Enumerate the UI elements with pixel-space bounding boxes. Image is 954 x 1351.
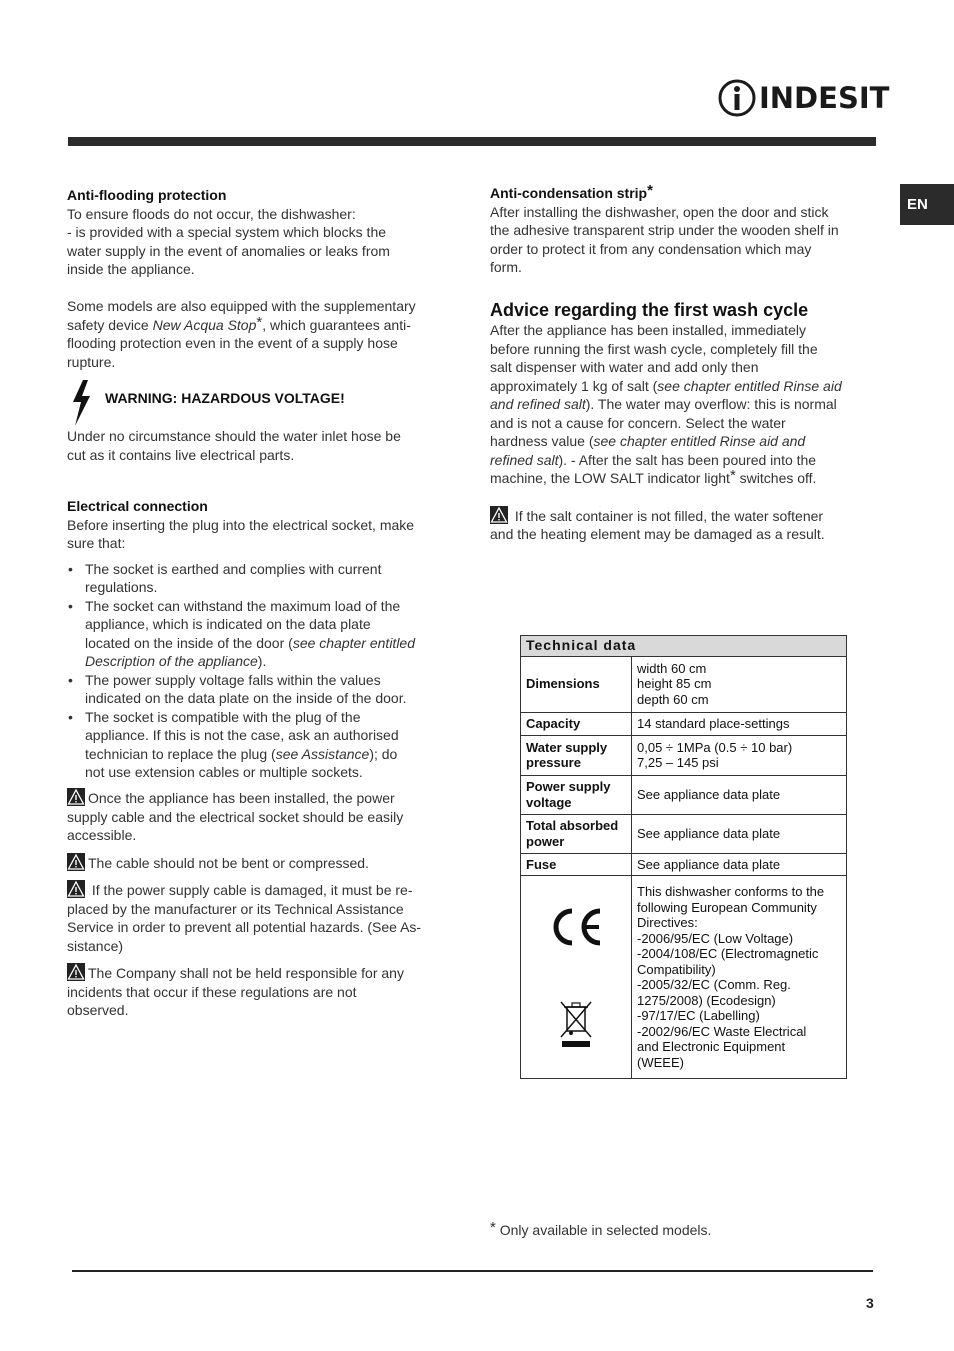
text: sistance): [67, 937, 124, 954]
text: observed.: [67, 1002, 129, 1018]
warning-triangle-icon: [67, 788, 85, 806]
anti-flood-line: water supply in the event of anomalies or leaks from: [67, 242, 390, 259]
text: If the salt container is not filled, the water softener: [511, 507, 824, 524]
text: The cable should not be bent or compressed.: [88, 854, 369, 871]
compliance-icons: [521, 876, 632, 1079]
list-item: [67, 708, 457, 782]
footnote-text: Only available in selected models.: [495, 1222, 712, 1238]
anti-flood-line: flooding protection even in the event of a supply hose: [67, 335, 398, 351]
footer-rule: [72, 1270, 873, 1272]
text: 1275/2008) (Ecodesign): [637, 992, 776, 1008]
warning-block: [105, 389, 445, 408]
list-item: [67, 671, 457, 708]
text: height 85 cm: [637, 676, 712, 692]
tech-value: See appliance data plate: [632, 775, 847, 814]
warning-text: [67, 427, 457, 464]
table-row: [521, 876, 847, 1079]
indesit-logo-icon: [717, 78, 757, 118]
text: Service in order to prevent all potential hazards. (See As-: [67, 919, 422, 935]
text: The socket is compatible with the plug of the: [85, 708, 361, 725]
text: The power supply voltage falls within the values: [85, 671, 381, 688]
advice-section: [490, 299, 880, 544]
electrical-list: [67, 560, 457, 782]
text: incidents that occur if these regulations are not: [67, 983, 357, 1000]
notes: [67, 788, 459, 1020]
text: refined salt: [490, 451, 559, 468]
text: Compatibility): [637, 961, 716, 977]
table-row: [521, 814, 847, 853]
text: -97/17/EC (Labelling): [637, 1008, 760, 1023]
warning-triangle-icon: [490, 506, 508, 524]
text: [490, 469, 880, 488]
asterisk: *: [256, 313, 263, 331]
text: placed by the manufacturer or its Technical Assistance: [67, 900, 404, 917]
footnote: [490, 1219, 712, 1238]
tech-value: 14 standard place-settings: [632, 712, 847, 735]
table-row: [521, 735, 847, 775]
directives-cell: [632, 876, 847, 1079]
note: [67, 963, 459, 983]
text: hardness value (: [490, 433, 594, 449]
tech-value: See appliance data plate: [632, 814, 847, 853]
text: see chapter entitled: [292, 634, 416, 651]
asterisk: *: [729, 467, 736, 484]
text: salt dispenser with water and add only then: [490, 359, 759, 375]
brand-name: INDESIT: [759, 81, 890, 115]
text: [490, 432, 880, 451]
text: ). - After the salt has been poured into the: [558, 451, 817, 468]
text: Directives:: [637, 915, 698, 930]
tech-key: Total absorbed power: [521, 814, 632, 853]
anti-flood-line: rupture.: [67, 353, 116, 370]
text: 0,05 ÷ 1MPa (0.5 ÷ 10 bar): [637, 739, 793, 755]
text: -2002/96/EC Waste Electrical: [637, 1023, 807, 1039]
text: regulations.: [85, 579, 158, 595]
electrical-title: Electrical connection: [67, 498, 208, 514]
text: The socket is earthed and complies with current: [85, 560, 382, 577]
text: indicated on the data plate on the inside of the door.: [85, 690, 407, 706]
text: The Company shall not be held responsible for any: [88, 965, 404, 981]
list-item: [67, 560, 457, 597]
asterisk: *: [647, 182, 653, 199]
warning-triangle-icon: [67, 880, 85, 898]
anti-flood-line: Some models are also equipped with the supplementary: [67, 298, 416, 314]
tech-key: Dimensions: [521, 656, 632, 712]
text: appliance. If this is not the case, ask an authorised: [85, 727, 399, 743]
text: see chapter entitled Rinse aid: [657, 377, 842, 394]
text: [490, 395, 880, 414]
tech-key: Water supply pressure: [521, 735, 632, 775]
tech-header: Technical data: [521, 636, 847, 657]
text: safety device: [67, 316, 153, 333]
text: and the heating element may be damaged as a result.: [490, 526, 825, 542]
left-column: [67, 186, 457, 371]
text: Anti-condensation strip: [490, 185, 648, 201]
text: accessible.: [67, 827, 137, 843]
text: and Electronic Equipment: [637, 1039, 786, 1054]
text: form.: [490, 259, 522, 275]
text: the adhesive transparent strip under the wooden shelf in: [490, 222, 839, 238]
text: Description of the appliance: [85, 653, 258, 669]
text: The socket can withstand the maximum load of the: [85, 597, 401, 614]
tech-value: [632, 656, 847, 712]
acqua-stop: New Acqua Stop: [152, 316, 257, 333]
text: [490, 451, 880, 470]
text: 7,25 – 145 psi: [637, 755, 719, 770]
electrical-intro: Before inserting the plug into the electrical socket, make: [67, 516, 415, 533]
language-tab: EN: [900, 184, 954, 225]
text: [490, 377, 880, 396]
text: and is not a cause for concern. Select the water: [490, 414, 786, 431]
right-column: [490, 184, 880, 277]
text: see chapter entitled Rinse aid and: [593, 433, 806, 449]
indesit-logo: [717, 78, 890, 118]
tech-table: [520, 635, 847, 1079]
ce-mark-icon: [546, 905, 606, 949]
page-number: 3: [866, 1295, 874, 1311]
technical-data-table: [520, 635, 847, 1079]
warning-line: Under no circumstance should the water inlet hose be: [67, 428, 401, 444]
lightning-icon: [70, 380, 92, 426]
asterisk: *: [490, 1219, 496, 1236]
table-row: [521, 712, 847, 735]
text: order to protect it from any condensation which may: [490, 240, 812, 257]
text: ).: [257, 653, 267, 669]
note: [67, 788, 459, 808]
weee-bin-icon: [558, 999, 594, 1049]
list-item: [67, 597, 457, 671]
tech-key: Power supply voltage: [521, 775, 632, 814]
text: following European Community: [637, 899, 817, 915]
text: -2006/95/EC (Low Voltage): [637, 930, 794, 946]
electrical-intro: sure that:: [67, 535, 126, 551]
header-bar: [68, 137, 876, 146]
text: approximately 1 kg of salt (: [490, 377, 658, 394]
text: before running the first wash cycle, completely fill the: [490, 340, 818, 357]
warning-line: cut as it contains live electrical parts.: [67, 446, 295, 463]
text: If the power supply cable is damaged, it must be re-: [88, 882, 413, 898]
text: -2004/108/EC (Electromagnetic: [637, 946, 819, 961]
table-row: [521, 656, 847, 712]
electrical-section: [67, 497, 457, 782]
text: -2005/32/EC (Comm. Reg.: [637, 977, 791, 992]
anti-flood-line: - is provided with a special system which blocks the: [67, 224, 387, 240]
salt-note: [490, 506, 880, 526]
tech-key: Capacity: [521, 712, 632, 735]
note: [67, 853, 459, 873]
text: technician to replace the plug (: [85, 745, 276, 762]
text: appliance, which is indicated on the data plate: [85, 616, 371, 632]
text: This dishwasher conforms to the: [637, 884, 825, 899]
warning-triangle-icon: [67, 963, 85, 981]
text: width 60 cm: [637, 660, 707, 676]
text: ); do: [369, 745, 398, 762]
anti-flood-line: To ensure floods do not occur, the dishwasher:: [67, 205, 356, 222]
text: After installing the dishwasher, open the door and stick: [490, 203, 829, 220]
text: , which guarantees anti-: [262, 316, 411, 333]
tech-value: [632, 735, 847, 775]
warning-title: WARNING: HAZARDOUS VOLTAGE!: [105, 390, 345, 406]
text: After the appliance has been installed, immediately: [490, 322, 806, 338]
tech-value: See appliance data plate: [632, 853, 847, 876]
advice-title: Advice regarding the first wash cycle: [490, 300, 809, 320]
anti-flood-line: [67, 313, 457, 335]
text: and refined salt: [490, 396, 586, 412]
anti-flood-line: inside the appliance.: [67, 261, 195, 277]
text: switches off.: [735, 470, 817, 486]
text: Once the appliance has been installed, the power: [88, 790, 395, 806]
text: not use extension cables or multiple sockets.: [85, 764, 363, 780]
anti-flood-title: Anti-flooding protection: [67, 187, 227, 203]
text: (WEEE): [637, 1054, 684, 1070]
table-row: [521, 853, 847, 876]
anti-cond-title: [490, 184, 880, 203]
text: supply cable and the electrical socket should be easily: [67, 808, 404, 825]
note: [67, 880, 459, 900]
text: depth 60 cm: [637, 691, 709, 707]
tech-key: Fuse: [521, 853, 632, 876]
warning-triangle-icon: [67, 853, 85, 871]
text: located on the inside of the door (: [85, 634, 293, 651]
table-row: [521, 775, 847, 814]
text: see Assistance: [275, 745, 370, 762]
text: ). The water may overflow: this is normal: [585, 396, 837, 412]
text: machine, the LOW SALT indicator light: [490, 470, 730, 486]
